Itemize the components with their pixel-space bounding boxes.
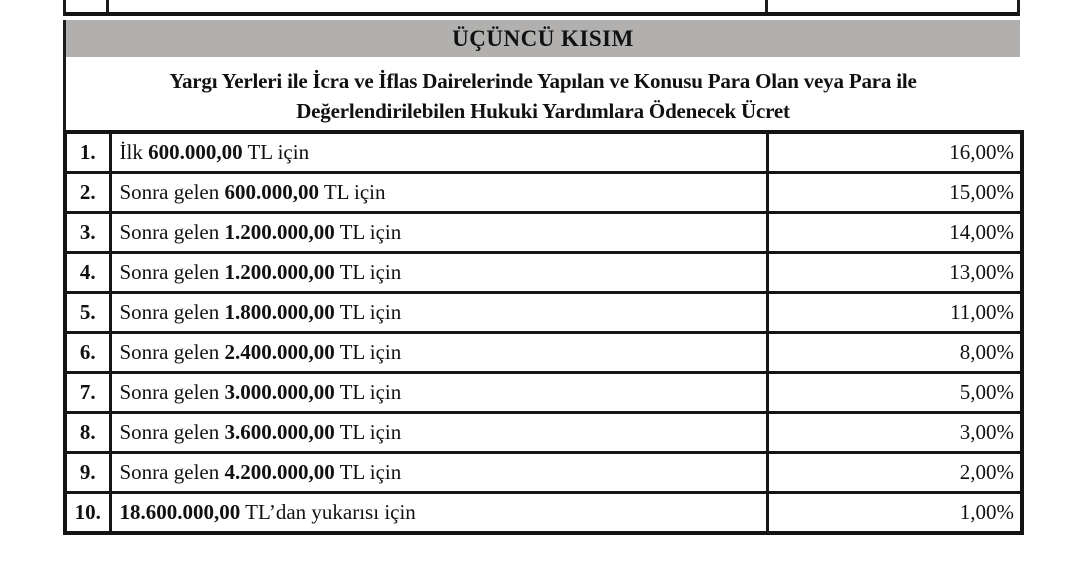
row-number-cell: [65, 293, 110, 333]
row-description-cell: [110, 213, 767, 253]
third-part-section: [63, 20, 1020, 130]
section-title-line-1: Yargı Yerleri ile İcra ve İflas Dairelerinde Yapılan ve Konusu Para Olan veya Para ile: [169, 69, 917, 93]
row-rate-cell: [767, 413, 1022, 453]
row-rate-cell: [767, 373, 1022, 413]
description-prefix: Sonra gelen: [119, 300, 225, 324]
fragment-column-divider-right: [765, 0, 768, 12]
description-prefix: Sonra gelen: [119, 380, 225, 404]
row-rate-cell: [767, 132, 1022, 173]
row-rate-cell: [767, 453, 1022, 493]
row-number-cell: [65, 253, 110, 293]
description-prefix: Sonra gelen: [119, 460, 225, 484]
description-suffix: TL için: [334, 340, 402, 364]
table-row: [65, 213, 1022, 253]
description-amount: 3.000.000,00: [224, 380, 335, 404]
row-number-cell: [65, 173, 110, 213]
row-rate-cell: [767, 173, 1022, 213]
description-amount: 1.200.000,00: [224, 220, 335, 244]
kisim-header-text: ÜÇÜNCÜ KISIM: [452, 26, 634, 51]
table-row: [65, 373, 1022, 413]
description-amount: 2.400.000,00: [224, 340, 335, 364]
row-number: 5.: [79, 300, 96, 324]
fee-table-body: [65, 132, 1022, 533]
rate-value: 8,00%: [959, 340, 1014, 364]
description-prefix: Sonra gelen: [119, 260, 225, 284]
fragment-column-divider-left: [106, 0, 109, 12]
description-amount: 1.200.000,00: [224, 260, 335, 284]
row-description-cell: [110, 132, 767, 173]
row-number: 7.: [79, 380, 96, 404]
table-row: [65, 333, 1022, 373]
table-row: [65, 413, 1022, 453]
description-amount: 3.600.000,00: [224, 420, 335, 444]
rate-value: 3,00%: [959, 420, 1014, 444]
description-prefix: Sonra gelen: [119, 180, 225, 204]
row-rate-cell: [767, 333, 1022, 373]
row-number: 4.: [79, 260, 96, 284]
description-amount: 600.000,00: [224, 180, 319, 204]
row-number-cell: [65, 413, 110, 453]
description-suffix: TL için: [334, 220, 402, 244]
row-number: 1.: [79, 140, 96, 164]
previous-table-fragment: [63, 0, 1020, 16]
description-prefix: Sonra gelen: [119, 420, 225, 444]
description-prefix: Sonra gelen: [119, 340, 225, 364]
row-number-cell: [65, 493, 110, 534]
description-suffix: TL için: [318, 180, 386, 204]
section-title: [66, 57, 1020, 130]
row-description-cell: [110, 173, 767, 213]
rate-value: 2,00%: [959, 460, 1014, 484]
table-row: [65, 493, 1022, 534]
fee-table: [63, 130, 1024, 535]
row-description-cell: [110, 293, 767, 333]
description-amount: 18.600.000,00: [119, 500, 241, 524]
description-prefix: Sonra gelen: [119, 220, 225, 244]
row-number-cell: [65, 373, 110, 413]
description-amount: 4.200.000,00: [224, 460, 335, 484]
description-amount: 1.800.000,00: [224, 300, 335, 324]
table-row: [65, 253, 1022, 293]
description-prefix: İlk: [119, 140, 149, 164]
row-number: 10.: [74, 500, 101, 524]
row-description-cell: [110, 493, 767, 534]
row-number: 2.: [79, 180, 96, 204]
row-number: 8.: [79, 420, 96, 444]
row-rate-cell: [767, 253, 1022, 293]
row-description-cell: [110, 453, 767, 493]
rate-value: 1,00%: [959, 500, 1014, 524]
description-suffix: TL için: [242, 140, 310, 164]
row-number-cell: [65, 132, 110, 173]
description-suffix: TL için: [334, 420, 402, 444]
rate-value: 13,00%: [949, 260, 1014, 284]
table-row: [65, 293, 1022, 333]
row-description-cell: [110, 253, 767, 293]
rate-value: 11,00%: [950, 300, 1014, 324]
rate-value: 14,00%: [949, 220, 1014, 244]
description-suffix: TL için: [334, 260, 402, 284]
rate-value: 16,00%: [949, 140, 1014, 164]
row-number-cell: [65, 453, 110, 493]
row-description-cell: [110, 413, 767, 453]
rate-value: 15,00%: [949, 180, 1014, 204]
section-title-line-2: Değerlendirilebilen Hukuki Yardımlara Ödenecek Ücret: [296, 99, 790, 123]
row-number-cell: [65, 213, 110, 253]
table-row: [65, 132, 1022, 173]
description-suffix: TL’dan yukarısı için: [240, 500, 416, 524]
kisim-header-band: [66, 20, 1020, 57]
row-rate-cell: [767, 493, 1022, 534]
description-amount: 600.000,00: [148, 140, 243, 164]
rate-value: 5,00%: [959, 380, 1014, 404]
description-suffix: TL için: [334, 460, 402, 484]
row-rate-cell: [767, 213, 1022, 253]
row-number-cell: [65, 333, 110, 373]
description-suffix: TL için: [334, 380, 402, 404]
row-number: 3.: [79, 220, 96, 244]
row-description-cell: [110, 373, 767, 413]
table-row: [65, 453, 1022, 493]
row-number: 6.: [79, 340, 96, 364]
row-rate-cell: [767, 293, 1022, 333]
table-row: [65, 173, 1022, 213]
description-suffix: TL için: [334, 300, 402, 324]
row-number: 9.: [79, 460, 96, 484]
row-description-cell: [110, 333, 767, 373]
